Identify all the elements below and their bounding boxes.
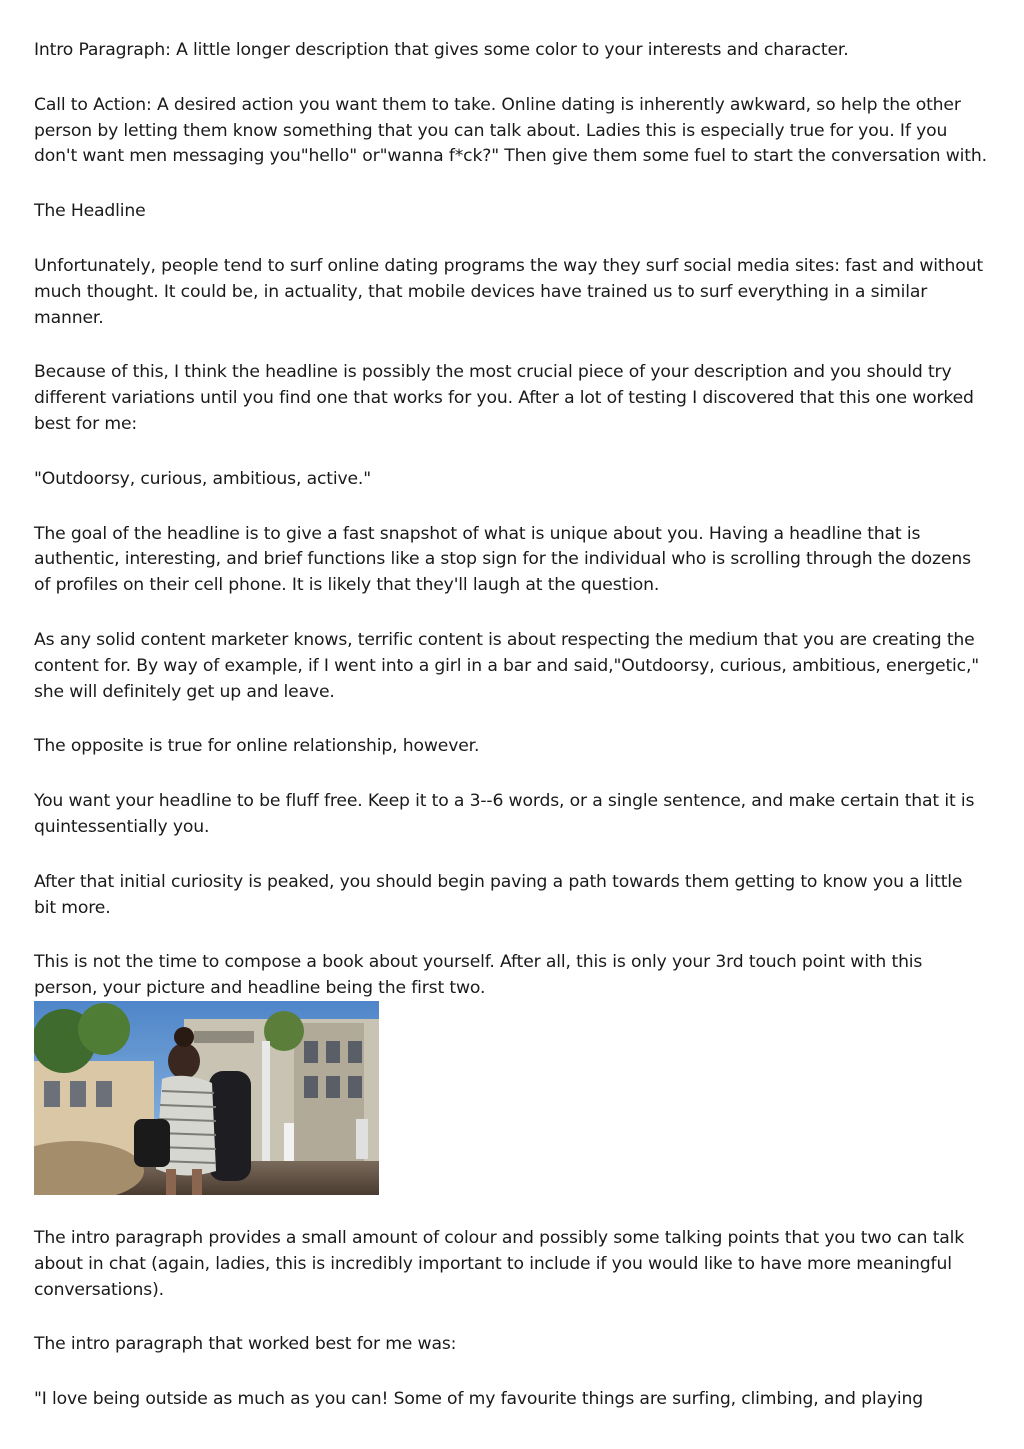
paragraph-worked-best: The intro paragraph that worked best for me was: bbox=[34, 1334, 457, 1355]
couple-hugging-street-photo bbox=[34, 1001, 379, 1195]
paragraph-opposite-true: The opposite is true for online relationship, however. bbox=[34, 736, 480, 757]
paragraph-intro-colour: The intro paragraph provides a small amount of colour and possibly some talking points that you two can talk about in chat (again, ladies, this is incredibly important to include if you would like to have more meaningful conversations). bbox=[34, 1228, 965, 1300]
article-bottom bbox=[34, 1226, 989, 1413]
paragraph-curiosity-peaked: After that initial curiosity is peaked, you should begin paving a path towards them getting to know you a little bit more. bbox=[34, 871, 963, 918]
paragraph-not-a-book: This is not the time to compose a book about yourself. After all, this is only your 3rd touch point with this person, your picture and headline being the first two. bbox=[34, 952, 923, 999]
paragraph-surfing-habits: Unfortunately, people tend to surf online dating programs the way they surf social media sites: fast and without much thought. It could be, in actuality, that mobile devices have trained us to surf everything in a similar manner. bbox=[34, 255, 983, 328]
paragraph-fluff-free: You want your headline to be fluff free. Keep it to a 3--6 words, or a single sentence, and make certain that it is quintessentially you. bbox=[34, 791, 975, 837]
paragraph-intro-definition: Intro Paragraph: A little longer description that gives some color to your interests and character. bbox=[34, 40, 849, 60]
paragraph-headline-goal: The goal of the headline is to give a fast snapshot of what is unique about you. Having a headline that is authentic, interesting, and brief functions like a stop sign for the individual who is scrolling through the dozens of profiles on their cell phone. It is likely that they'll laugh at the question. bbox=[34, 523, 971, 596]
headline-quote: "Outdoorsy, curious, ambitious, active." bbox=[34, 468, 371, 489]
article-top bbox=[34, 38, 989, 1002]
intro-quote: "I love being outside as much as you can! Some of my favourite things are surfing, climbing, and playing bbox=[34, 1389, 923, 1410]
section-heading-headline: The Headline bbox=[34, 201, 146, 222]
paragraph-call-to-action: Call to Action: A desired action you want them to take. Online dating is inherently awkward, so help the other person by letting them know something that you can talk about. Ladies this is especially true for you. If you don't want men messaging you"hello" or"wanna f*ck?" Then give them some fuel to start the conversation with. bbox=[34, 94, 987, 167]
paragraph-content-marketer: As any solid content marketer knows, terrific content is about respecting the medium that you are creating the content for. By way of example, if I went into a girl in a bar and said,"Outdoorsy, curious, ambitious, energetic," she will definitely get up and leave. bbox=[34, 629, 980, 702]
paragraph-headline-importance: Because of this, I think the headline is possibly the most crucial piece of your description and you should try different variations until you find one that works for you. After a lot of testing I discovered that this one worked best for me: bbox=[34, 362, 974, 434]
